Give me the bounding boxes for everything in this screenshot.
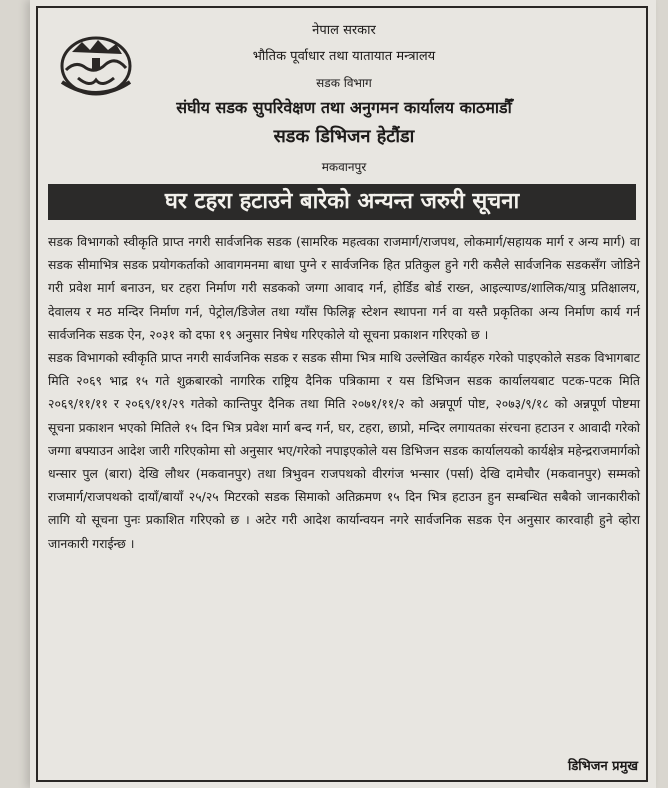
district-name: मकवानपुर bbox=[321, 160, 367, 174]
newspaper-page bbox=[30, 0, 656, 788]
ministry-name: भौतिक पूर्वाधार तथा यातायात मन्त्रालय bbox=[252, 49, 436, 64]
notice-frame bbox=[36, 6, 648, 782]
office-name: संघीय सडक सुपरिवेक्षण तथा अनुगमन कार्यालय काठमाडौँ bbox=[176, 98, 512, 117]
govt-name: नेपाल सरकार bbox=[312, 23, 376, 38]
department-name: सडक विभाग bbox=[316, 76, 372, 90]
signature: डिभिजन प्रमुख bbox=[567, 759, 638, 774]
notice-body bbox=[48, 230, 640, 555]
division-name: सडक डिभिजन हेटौंडा bbox=[273, 126, 415, 147]
notice-title-banner: घर टहरा हटाउने बारेको अन्यन्त जरुरी सूचना bbox=[48, 184, 636, 220]
notice-paragraph-1: सडक विभागको स्वीकृति प्राप्त नगरी सार्वजनिक सडक (सामरिक महत्वका राजमार्ग/राजपथ, लोकमार्ग/सहायक मार्ग र अन्य मार्ग) वा सडक सीमाभित्र सडक प्रयोगकर्ताको आवागमनमा बाधा पुग्ने र सार्वजनिक हित प्रतिकुल हुने गरी कसैले सार्वजनिक सडकसँग जोडिने गरी प्रवेश मार्ग बनाउन, घर टहरा निर्माण गरी सडकको जग्गा आवाद गर्न, होर्डिड बोर्ड राख्न, आइल्याण्ड/शालिक/यात्रु प्रतिक्षालय, देवालय र मठ मन्दिर निर्माण गर्न, पेट्रोल/डिजेल तथा ग्याँस फिलिङ्ग स्टेशन स्थापना गर्न वा यस्तै प्रकृतिका अन्य निर्माण कार्य गर्न सार्वजनिक सडक ऐन, २०३१ को दफा १९ अनुसार निषेध गरिएकोले यो सूचना प्रकाशन गरिएको छ । bbox=[48, 234, 640, 342]
notice-paragraph-2: सडक विभागको स्वीकृति प्राप्त नगरी सार्वजनिक सडक र सडक सीमा भित्र माथि उल्लेखित कार्यहरु गरेको पाइएकोले सडक विभागबाट मिति २०६९ भाद्र १५ गते शुक्रबारको नागरिक राष्ट्रिय दैनिक पत्रिकामा र यस डिभिजन सडक कार्यालयबाट पटक-पटक मिति २०६९/११/११ र २०६९/११/२९ गतेको कान्तिपुर दैनिक तथा मिति २०७१/११/२ को अन्नपूर्ण पोष्ट, २०७३/९/१८ को अन्नपूर्ण पोष्टमा सूचना प्रकाशन भएको मितिले १५ दिन भित्र प्रवेश मार्ग बन्द गर्न, घर, टहरा, छाप्रो, मन्दिर लगायतका संरचना हटाउन र आवादी गरेको जग्गा बफ्याउन आदेश जारी गरिएकोमा सो अनुसार भए/गरेको नपाइएकोले यस डिभिजन सडक कार्यालयको कार्यक्षेत्र महेन्द्रराजमार्गको धन्सार पुल (बारा) देखि लौथर (मकवानपुर) तथा त्रिभुवन राजपथको वीरगंज भन्सार (पर्सा) देखि दामेचौर (मकवानपुर) सम्मको राजमार्ग/राजपथको दायाँ/बायाँ २५/२५ मिटरको सडक सिमाको अतिक्रमण १५ दिन भित्र हटाउन हुन सम्बन्धित सबैको जानकारीको लागि यो सूचना पुनः प्रकाशित गरिएको छ । अटेर गरी आदेश कार्यान्वयन नगरे सार्वजनिक सडक ऐन अनुसार कारवाही हुने व्होरा जानकारी गराईन्छ । bbox=[48, 350, 640, 551]
